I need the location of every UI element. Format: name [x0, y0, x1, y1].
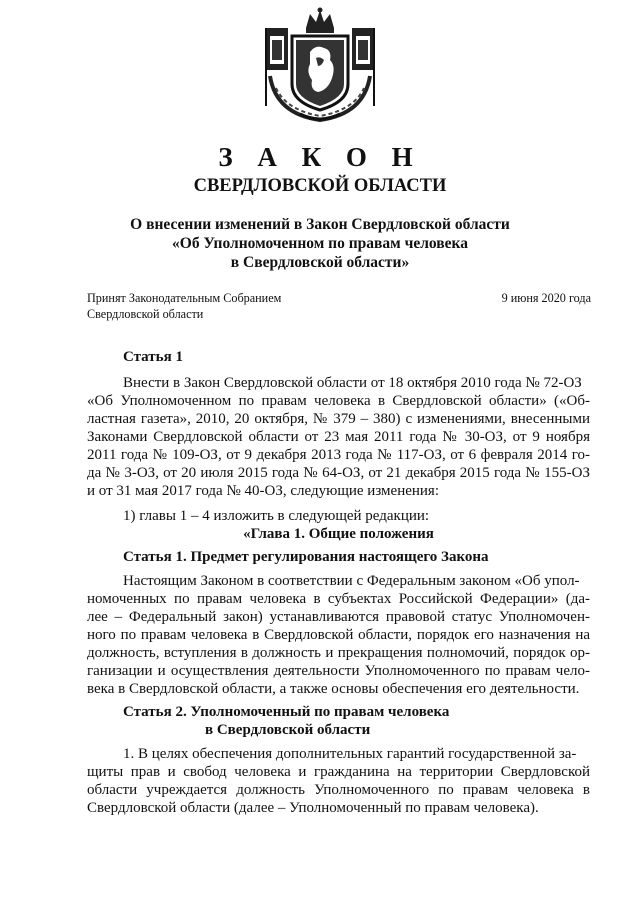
chapter-article-1-line: должность, вступления в должность и прекращения полномочий, порядок ор-: [87, 645, 590, 661]
chapter-article-1-line: века в Свердловской области, а также основы обеспечения его деятельности.: [87, 681, 580, 697]
chapter-article-2-heading-cont: в Свердловской области: [205, 722, 371, 738]
chapter-article-1-heading: Статья 1. Предмет регулирования настоящего Закона: [123, 549, 489, 565]
region-title: СВЕРДЛОВСКОЙ ОБЛАСТИ: [193, 176, 447, 196]
chapter-article-1-line: лее – Федеральный закон) устанавливаются правовой статус Уполномочен-: [87, 609, 590, 625]
chapter-article-1-line: ного по правам человека в Свердловской области, порядок его назначения на: [87, 627, 590, 643]
amendment-item-1: 1) главы 1 – 4 изложить в следующей редакции:: [123, 508, 430, 524]
chapter-article-2-line: области учреждается должность Уполномоченного по правам человека в: [87, 782, 590, 798]
article-1-paragraph-line: «Об Уполномоченном по правам человека в Свердловской области» («Об-: [87, 393, 590, 409]
chapter-article-1-line: Настоящим Законом в соответствии с Федеральным законом «Об упол-: [123, 573, 580, 589]
article-1-paragraph-line: Законами Свердловской области от 23 мая 2011 года № 30-ОЗ, от 9 ноября: [87, 429, 590, 445]
adopted-by: [87, 290, 281, 322]
adopted-by-line-2: Свердловской области: [87, 307, 204, 321]
adoption-date: 9 июня 2020 года: [501, 291, 591, 305]
article-1-heading: Статья 1: [123, 349, 183, 365]
article-1-paragraph-line: и от 31 мая 2017 года № 40-ОЗ, следующие изменения:: [87, 483, 439, 499]
chapter-article-2-line: Свердловской области (далее – Уполномоченный по правам человека).: [87, 800, 539, 816]
law-subtitle-line-3: в Свердловской области»: [230, 254, 410, 271]
chapter-1-heading: «Глава 1. Общие положения: [243, 526, 434, 542]
adopted-by-line-1: Принят Законодательным Собранием: [87, 291, 282, 305]
article-1-paragraph-line: Внести в Закон Свердловской области от 18 октября 2010 года № 72-ОЗ: [123, 375, 582, 391]
chapter-article-1-line: номоченных по правам человека в субъектах Российской Федерации» (да-: [87, 591, 590, 607]
coat-of-arms-icon: [256, 6, 384, 126]
chapter-article-2-heading: Статья 2. Уполномоченный по правам человека: [123, 704, 450, 720]
article-1-paragraph-line: ластная газета», 2010, 20 октября, № 379 – 380) с изменениями, внесенными: [87, 411, 590, 427]
law-subtitle-line-2: «Об Уполномоченном по правам человека: [172, 235, 468, 252]
article-1-paragraph-line: да № 3-ОЗ, от 20 июля 2015 года № 64-ОЗ, от 21 декабря 2015 года № 155-ОЗ: [87, 465, 590, 481]
law-subtitle-line-1: О внесении изменений в Закон Свердловской области: [130, 216, 510, 233]
document-type-title: З А К О Н: [218, 142, 422, 172]
article-1-paragraph-line: 2011 года № 109-ОЗ, от 9 декабря 2013 года № 117-ОЗ, от 6 февраля 2014 го-: [87, 447, 590, 463]
chapter-article-1-line: ганизации и осуществления деятельности Уполномоченного по правам чело-: [87, 663, 590, 679]
chapter-article-2-line: 1. В целях обеспечения дополнительных гарантий государственной за-: [123, 746, 577, 762]
chapter-article-2-line: щиты прав и свобод человека и гражданина на территории Свердловской: [87, 764, 590, 780]
